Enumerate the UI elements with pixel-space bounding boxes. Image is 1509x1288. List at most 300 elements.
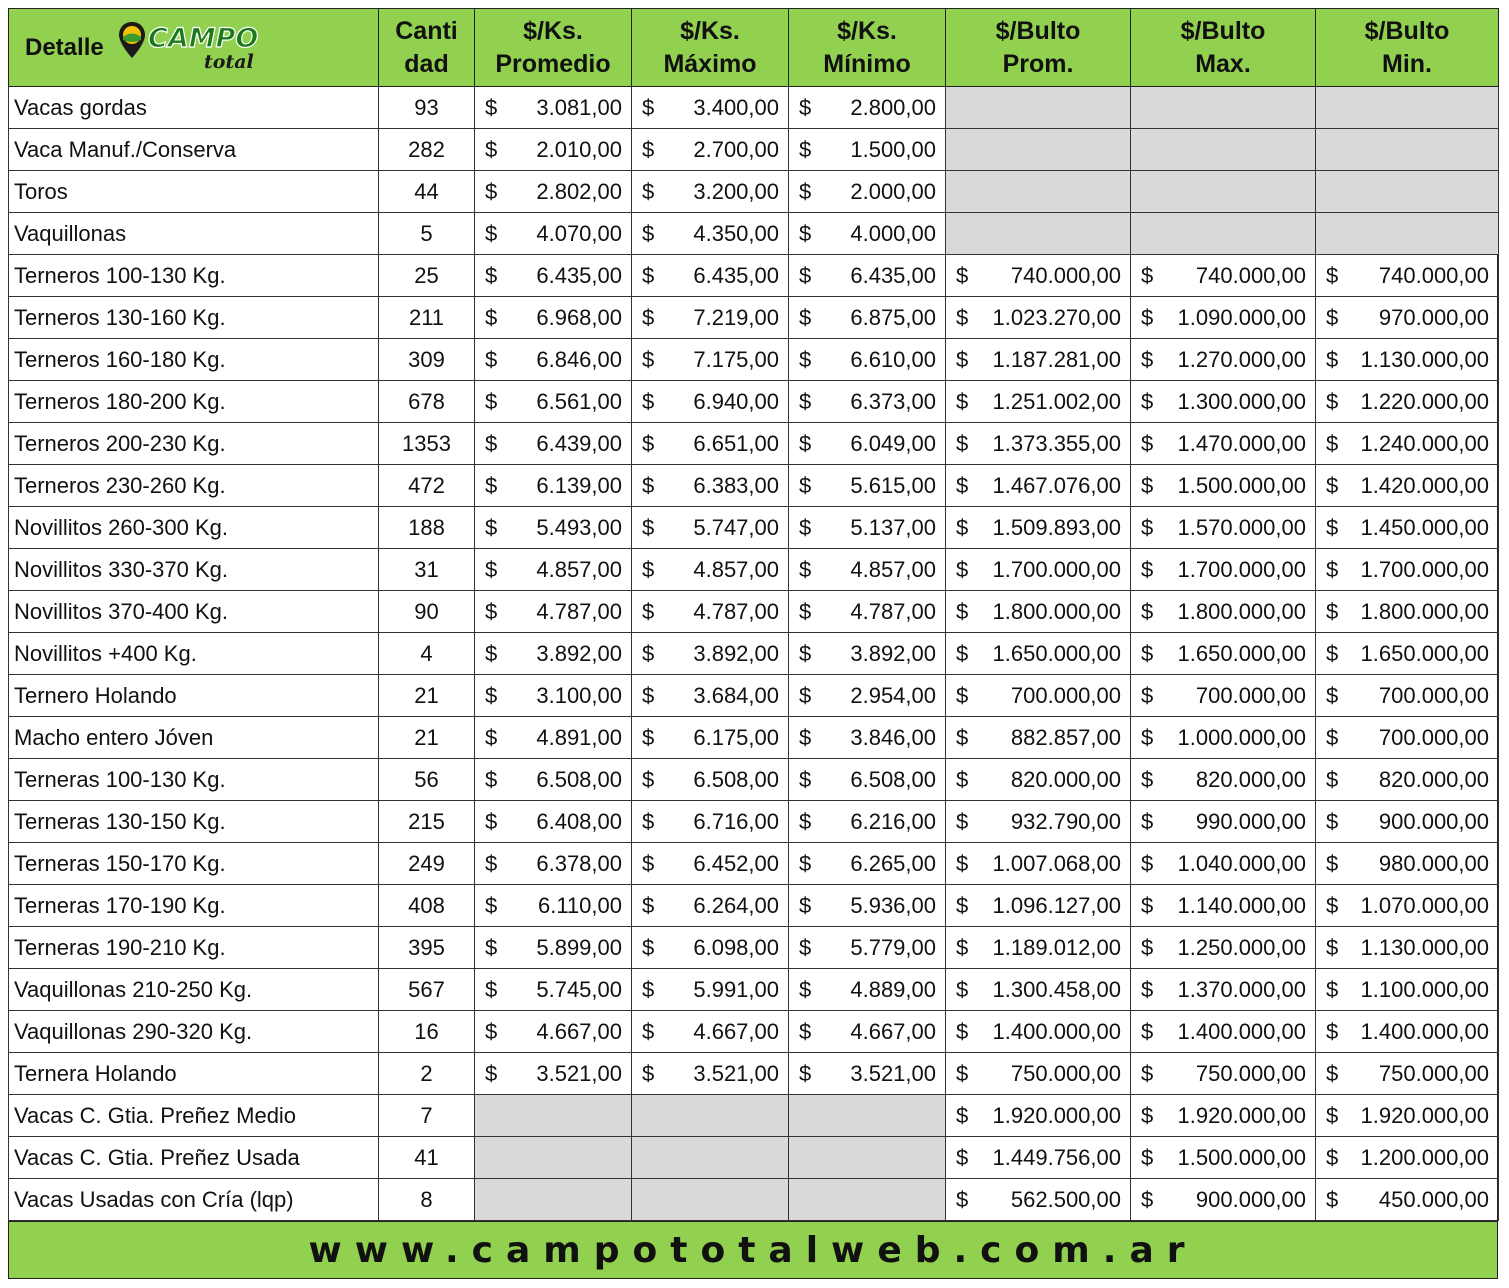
cell-ks-prom [475,1011,632,1053]
cell-ks-min [789,171,946,213]
price-value: 6.264,00 [693,892,779,918]
currency-symbol: $ [642,976,655,1002]
currency-symbol: $ [799,682,812,708]
cell-bulto-prom [946,1095,1131,1137]
table-row [9,1053,1499,1095]
currency-symbol: $ [1326,850,1339,876]
cell-ks-max [632,843,789,885]
cell-bulto-prom [946,591,1131,633]
cell-bulto-prom [946,927,1131,969]
price-value: 6.139,00 [536,472,622,498]
cell-ks-prom [475,423,632,465]
currency-symbol: $ [1141,388,1154,414]
cell-ks-min [789,129,946,171]
price-value: 6.508,00 [536,766,622,792]
currency-symbol: $ [485,94,498,120]
cell-ks-min [789,633,946,675]
cell-detalle: Vacas C. Gtia. Preñez Usada [9,1137,379,1179]
currency-symbol: $ [485,388,498,414]
currency-symbol: $ [642,346,655,372]
currency-symbol: $ [956,262,969,288]
cell-ks-min [789,1053,946,1095]
cell-cantidad: 21 [379,717,475,759]
cell-ks-min [789,801,946,843]
cell-ks-max [632,381,789,423]
cell-bulto-prom [946,801,1131,843]
price-value: 6.968,00 [536,304,622,330]
price-value: 3.521,00 [536,1060,622,1086]
cell-cantidad: 472 [379,465,475,507]
price-value: 6.435,00 [850,262,936,288]
price-value: 6.610,00 [850,346,936,372]
cell-bulto-max [1131,801,1316,843]
cell-ks-prom [475,591,632,633]
currency-symbol: $ [799,178,812,204]
cell-bulto-min [1316,1179,1499,1221]
cell-bulto-min [1316,885,1499,927]
price-value: 4.857,00 [850,556,936,582]
cell-bulto-max [1131,591,1316,633]
cell-empty [789,1179,946,1221]
price-value: 6.651,00 [693,430,779,456]
cell-ks-max [632,171,789,213]
cell-bulto-max [1131,1137,1316,1179]
currency-symbol: $ [485,430,498,456]
cell-bulto-prom [946,507,1131,549]
currency-symbol: $ [1326,304,1339,330]
price-value: 1.130.000,00 [1360,934,1489,960]
currency-symbol: $ [642,850,655,876]
table-row [9,339,1499,381]
currency-symbol: $ [485,220,498,246]
header-bulto-prom: $/Bulto Prom. [946,9,1131,87]
cell-bulto-prom [946,339,1131,381]
cell-bulto-prom [946,381,1131,423]
cell-empty [632,1137,789,1179]
currency-symbol: $ [485,304,498,330]
currency-symbol: $ [799,346,812,372]
cell-detalle: Vaca Manuf./Conserva [9,129,379,171]
price-value: 5.615,00 [850,472,936,498]
cell-ks-max [632,213,789,255]
cell-ks-max [632,465,789,507]
currency-symbol: $ [1326,598,1339,624]
cell-ks-max [632,759,789,801]
price-value: 1.370.000,00 [1177,976,1306,1002]
currency-symbol: $ [642,640,655,666]
price-value: 3.100,00 [536,682,622,708]
cell-cantidad: 41 [379,1137,475,1179]
price-value: 4.350,00 [693,220,779,246]
currency-symbol: $ [799,1018,812,1044]
cell-ks-min [789,423,946,465]
currency-symbol: $ [1326,1060,1339,1086]
table-row [9,675,1499,717]
price-value: 1.400.000,00 [992,1018,1121,1044]
table-row [9,843,1499,885]
price-value: 3.684,00 [693,682,779,708]
currency-symbol: $ [485,262,498,288]
cell-bulto-max [1131,381,1316,423]
cell-detalle: Vaquillonas [9,213,379,255]
svg-text:CAMPO: CAMPO [147,22,259,54]
price-value: 970.000,00 [1378,304,1489,330]
currency-symbol: $ [799,766,812,792]
currency-symbol: $ [1326,346,1339,372]
cell-bulto-min [1316,591,1499,633]
price-value: 450.000,00 [1378,1186,1489,1212]
cell-cantidad: 7 [379,1095,475,1137]
cell-bulto-min [1316,759,1499,801]
cell-cantidad: 90 [379,591,475,633]
cell-empty [1131,213,1316,255]
cell-detalle: Terneros 100-130 Kg. [9,255,379,297]
currency-symbol: $ [1326,1102,1339,1128]
cell-bulto-min [1316,1095,1499,1137]
price-value: 562.500,00 [1010,1186,1121,1212]
price-value: 6.408,00 [536,808,622,834]
price-value: 5.991,00 [693,976,779,1002]
cell-empty [475,1095,632,1137]
cell-empty [475,1179,632,1221]
currency-symbol: $ [1326,724,1339,750]
price-value: 740.000,00 [1378,262,1489,288]
currency-symbol: $ [799,262,812,288]
cell-ks-prom [475,801,632,843]
cell-bulto-max [1131,423,1316,465]
price-value: 5.899,00 [536,934,622,960]
cell-ks-prom [475,633,632,675]
currency-symbol: $ [799,640,812,666]
currency-symbol: $ [485,934,498,960]
price-value: 820.000,00 [1195,766,1306,792]
cell-bulto-max [1131,255,1316,297]
cell-ks-max [632,801,789,843]
currency-symbol: $ [485,724,498,750]
table-row [9,801,1499,843]
cell-ks-prom [475,171,632,213]
cell-detalle: Terneros 200-230 Kg. [9,423,379,465]
price-value: 2.700,00 [693,136,779,162]
cell-empty [1131,87,1316,129]
cell-ks-prom [475,1053,632,1095]
cell-detalle: Ternera Holando [9,1053,379,1095]
currency-symbol: $ [1326,262,1339,288]
price-value: 1.700.000,00 [1360,556,1489,582]
cell-ks-max [632,633,789,675]
cell-ks-prom [475,969,632,1011]
price-value: 1.570.000,00 [1177,514,1306,540]
price-value: 700.000,00 [1010,682,1121,708]
price-value: 1.187.281,00 [992,346,1121,372]
currency-symbol: $ [799,892,812,918]
currency-symbol: $ [956,640,969,666]
price-value: 1.240.000,00 [1360,430,1489,456]
cell-bulto-min [1316,1011,1499,1053]
price-value: 6.435,00 [693,262,779,288]
cell-cantidad: 16 [379,1011,475,1053]
cell-bulto-prom [946,423,1131,465]
currency-symbol: $ [956,388,969,414]
cell-ks-prom [475,507,632,549]
cell-bulto-max [1131,465,1316,507]
currency-symbol: $ [642,514,655,540]
currency-symbol: $ [1141,262,1154,288]
table-row [9,255,1499,297]
currency-symbol: $ [956,430,969,456]
table-row [9,1095,1499,1137]
price-value: 6.940,00 [693,388,779,414]
cell-ks-prom [475,381,632,423]
cell-empty [946,87,1131,129]
price-value: 1.700.000,00 [992,556,1121,582]
cell-empty [946,213,1131,255]
currency-symbol: $ [956,514,969,540]
cell-ks-min [789,591,946,633]
cell-detalle: Terneros 160-180 Kg. [9,339,379,381]
currency-symbol: $ [642,430,655,456]
currency-symbol: $ [1326,682,1339,708]
price-value: 1.007.068,00 [992,850,1121,876]
price-value: 980.000,00 [1378,850,1489,876]
currency-symbol: $ [485,850,498,876]
cell-ks-min [789,507,946,549]
price-value: 6.373,00 [850,388,936,414]
cell-bulto-min [1316,1137,1499,1179]
cell-ks-max [632,339,789,381]
cell-detalle: Novillitos 370-400 Kg. [9,591,379,633]
price-value: 3.521,00 [693,1060,779,1086]
currency-symbol: $ [956,1018,969,1044]
price-value: 1.650.000,00 [1177,640,1306,666]
price-value: 1.650.000,00 [992,640,1121,666]
cell-cantidad: 93 [379,87,475,129]
cell-ks-min [789,1011,946,1053]
currency-symbol: $ [799,472,812,498]
cell-ks-prom [475,717,632,759]
currency-symbol: $ [1326,976,1339,1002]
price-value: 6.561,00 [536,388,622,414]
table-body [9,87,1499,1221]
currency-symbol: $ [485,892,498,918]
cell-ks-max [632,507,789,549]
table-row [9,213,1499,255]
cell-bulto-max [1131,1011,1316,1053]
header-bulto-min: $/Bulto Min. [1316,9,1499,87]
cell-ks-max [632,87,789,129]
price-value: 2.800,00 [850,94,936,120]
cell-ks-max [632,885,789,927]
cell-detalle: Toros [9,171,379,213]
table-row [9,591,1499,633]
price-value: 1.400.000,00 [1177,1018,1306,1044]
currency-symbol: $ [1326,430,1339,456]
price-value: 900.000,00 [1195,1186,1306,1212]
cell-detalle: Terneras 190-210 Kg. [9,927,379,969]
cell-bulto-min [1316,339,1499,381]
price-value: 6.452,00 [693,850,779,876]
currency-symbol: $ [799,94,812,120]
cell-detalle: Vacas Usadas con Cría (lqp) [9,1179,379,1221]
price-value: 4.857,00 [693,556,779,582]
currency-symbol: $ [485,514,498,540]
cell-bulto-min [1316,549,1499,591]
cell-ks-prom [475,549,632,591]
price-value: 6.716,00 [693,808,779,834]
currency-symbol: $ [1326,556,1339,582]
price-value: 1.096.127,00 [992,892,1121,918]
price-value: 2.010,00 [536,136,622,162]
header-row [9,9,1499,87]
cell-ks-prom [475,213,632,255]
price-value: 1.251.002,00 [992,388,1121,414]
currency-symbol: $ [1326,934,1339,960]
currency-symbol: $ [1141,556,1154,582]
cell-detalle: Vaquillonas 210-250 Kg. [9,969,379,1011]
table-row [9,549,1499,591]
price-value: 1.800.000,00 [1177,598,1306,624]
currency-symbol: $ [642,262,655,288]
table-row [9,465,1499,507]
cell-detalle: Ternero Holando [9,675,379,717]
currency-symbol: $ [642,136,655,162]
currency-symbol: $ [799,976,812,1002]
cell-ks-max [632,675,789,717]
currency-symbol: $ [1326,1144,1339,1170]
currency-symbol: $ [642,388,655,414]
price-value: 1.000.000,00 [1177,724,1306,750]
cell-cantidad: 408 [379,885,475,927]
cell-ks-max [632,297,789,339]
price-value: 1.400.000,00 [1360,1018,1489,1044]
currency-symbol: $ [1141,766,1154,792]
price-value: 6.875,00 [850,304,936,330]
cell-ks-prom [475,339,632,381]
cell-cantidad: 395 [379,927,475,969]
price-value: 4.787,00 [693,598,779,624]
price-value: 6.383,00 [693,472,779,498]
cell-detalle: Terneros 180-200 Kg. [9,381,379,423]
currency-symbol: $ [1141,1102,1154,1128]
currency-symbol: $ [1326,808,1339,834]
cell-cantidad: 678 [379,381,475,423]
cell-ks-max [632,1011,789,1053]
header-ks-promedio: $/Ks. Promedio [475,9,632,87]
cell-cantidad: 215 [379,801,475,843]
table-row [9,297,1499,339]
price-value: 740.000,00 [1010,262,1121,288]
price-value: 5.493,00 [536,514,622,540]
cell-bulto-prom [946,759,1131,801]
cell-detalle: Terneros 230-260 Kg. [9,465,379,507]
table-row [9,1179,1499,1221]
table-row [9,171,1499,213]
cell-empty [789,1137,946,1179]
currency-symbol: $ [1326,388,1339,414]
price-value: 1.023.270,00 [992,304,1121,330]
cell-ks-min [789,465,946,507]
price-value: 1.700.000,00 [1177,556,1306,582]
cell-bulto-prom [946,1179,1131,1221]
currency-symbol: $ [799,850,812,876]
currency-symbol: $ [956,598,969,624]
cell-cantidad: 5 [379,213,475,255]
price-value: 1.070.000,00 [1360,892,1489,918]
cell-ks-max [632,717,789,759]
price-value: 990.000,00 [1195,808,1306,834]
currency-symbol: $ [956,808,969,834]
cell-bulto-prom [946,675,1131,717]
currency-symbol: $ [799,220,812,246]
currency-symbol: $ [485,1018,498,1044]
price-value: 1.500.000,00 [1177,472,1306,498]
price-value: 6.846,00 [536,346,622,372]
cell-bulto-min [1316,381,1499,423]
table-row [9,633,1499,675]
price-value: 3.846,00 [850,724,936,750]
currency-symbol: $ [1141,1060,1154,1086]
price-value: 3.892,00 [693,640,779,666]
header-ks-minimo: $/Ks. Mínimo [789,9,946,87]
cell-empty [1316,129,1499,171]
currency-symbol: $ [642,178,655,204]
svg-text:total: total [203,50,254,73]
currency-symbol: $ [1326,1186,1339,1212]
currency-symbol: $ [485,640,498,666]
currency-symbol: $ [485,346,498,372]
cell-ks-max [632,129,789,171]
cell-bulto-max [1131,297,1316,339]
currency-symbol: $ [1141,850,1154,876]
price-value: 700.000,00 [1378,682,1489,708]
price-value: 1.500,00 [850,136,936,162]
header-cantidad: Canti dad [379,9,475,87]
footer-url: www.campototalweb.com.ar [308,1229,1198,1271]
price-value: 6.175,00 [693,724,779,750]
price-value: 1.130.000,00 [1360,346,1489,372]
cell-bulto-max [1131,969,1316,1011]
currency-symbol: $ [956,1186,969,1212]
price-value: 882.857,00 [1010,724,1121,750]
cell-empty [632,1179,789,1221]
price-value: 6.435,00 [536,262,622,288]
price-value: 3.892,00 [850,640,936,666]
price-value: 1.800.000,00 [992,598,1121,624]
cell-detalle: Novillitos 260-300 Kg. [9,507,379,549]
currency-symbol: $ [956,1144,969,1170]
currency-symbol: $ [1141,1144,1154,1170]
price-value: 1.090.000,00 [1177,304,1306,330]
price-value: 4.667,00 [850,1018,936,1044]
currency-symbol: $ [485,808,498,834]
price-value: 932.790,00 [1010,808,1121,834]
cell-bulto-max [1131,549,1316,591]
cell-bulto-max [1131,1053,1316,1095]
cell-cantidad: 1353 [379,423,475,465]
cell-bulto-min [1316,465,1499,507]
currency-symbol: $ [1141,598,1154,624]
price-value: 1.920.000,00 [1360,1102,1489,1128]
cell-ks-prom [475,465,632,507]
cell-bulto-max [1131,843,1316,885]
cell-ks-min [789,255,946,297]
currency-symbol: $ [799,430,812,456]
currency-symbol: $ [485,1060,498,1086]
table-row [9,759,1499,801]
currency-symbol: $ [799,724,812,750]
currency-symbol: $ [956,682,969,708]
cell-ks-prom [475,255,632,297]
